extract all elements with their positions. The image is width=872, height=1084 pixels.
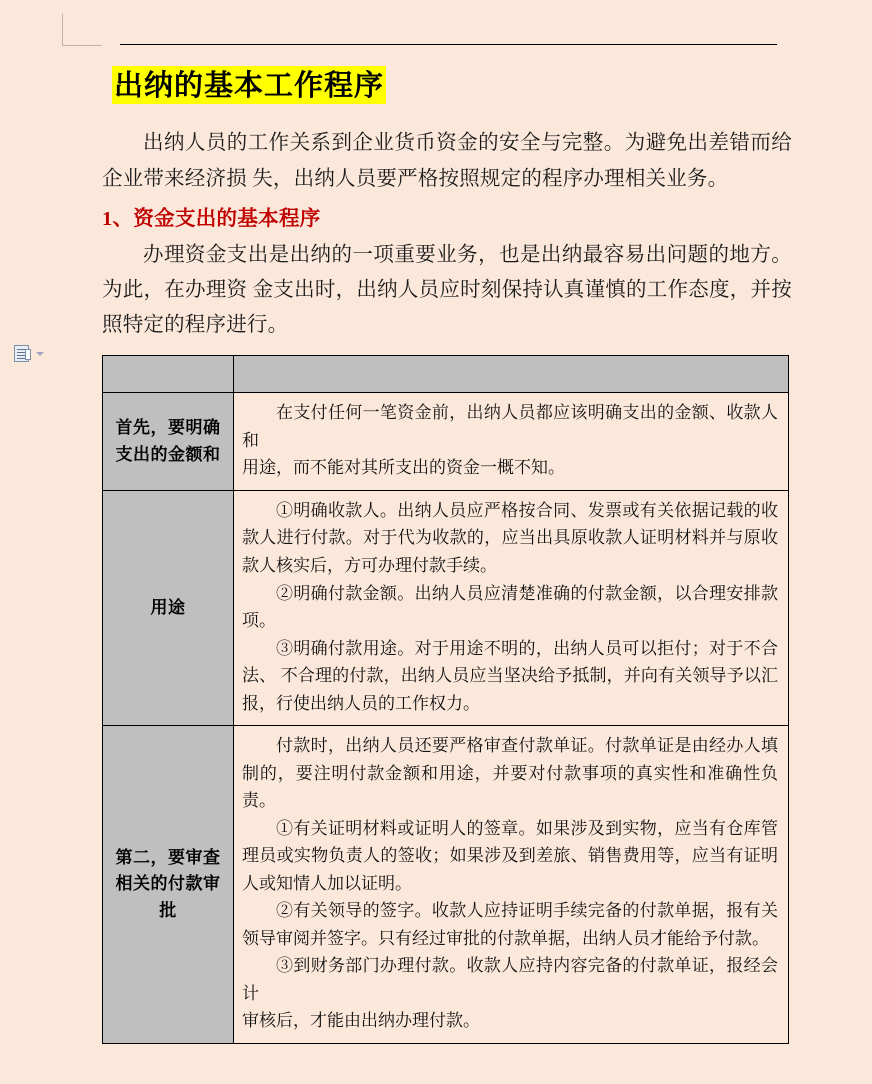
chevron-down-icon[interactable] bbox=[36, 352, 44, 356]
table-row-label: 第二，要审查相关的付款审批 bbox=[103, 726, 234, 1044]
page-title: 出纳的基本工作程序 bbox=[112, 66, 386, 104]
table-header-spacer-right bbox=[234, 356, 789, 393]
procedure-table bbox=[102, 355, 789, 1044]
table-cell-paragraph: ③明确付款用途。对于用途不明的，出纳人员可以拒付；对于不合法、 不合理的付款，出纳人员应当坚决给予抵制，并向有关领导予以汇报，行使出纳人员的工作权力。 bbox=[242, 638, 778, 713]
table-row-content bbox=[234, 726, 789, 1044]
intro-paragraph: 出纳人员的工作关系到企业货币资金的安全与完整。为避免出差错而给企业带来经济损 失，出纳人员要严格按照规定的程序办理相关业务。 bbox=[102, 132, 792, 190]
table-row-label: 首先，要明确支出的金额和 bbox=[103, 393, 234, 491]
table-row bbox=[103, 356, 789, 393]
table-cell-paragraph: 审核后，才能由出纳办理付款。 bbox=[242, 1011, 480, 1031]
paste-options-icon[interactable] bbox=[14, 345, 29, 362]
table-cell-paragraph: 在支付任何一笔资金前，出纳人员都应该明确支出的金额、收款人和 bbox=[242, 403, 778, 450]
paste-options-smart-tag[interactable] bbox=[14, 345, 44, 362]
table-cell-paragraph: ②明确付款金额。出纳人员应清楚准确的付款金额，以合理安排款项。 bbox=[242, 583, 778, 631]
table-cell-paragraph: 付款时，出纳人员还要严格审查付款单证。付款单证是由经办人填制的，要注明付款金额和用途，并要对付款事项的真实性和准确性负责。 bbox=[242, 736, 778, 811]
section-paragraph: 办理资金支出是出纳的一项重要业务，也是出纳最容易出问题的地方。为此，在办理资 金支出时，出纳人员应时刻保持认真谨慎的工作态度，并按照特定的程序进行。 bbox=[102, 243, 792, 337]
table-row bbox=[103, 393, 789, 491]
table-row bbox=[103, 490, 789, 725]
table-cell-paragraph: ①明确收款人。出纳人员应严格按合同、发票或有关依据记载的收款人进行付款。对于代为收款的，应当出具原收款人证明材料并与原收款人核实后，方可办理付款手续。 bbox=[242, 500, 778, 575]
header-rule bbox=[120, 44, 777, 45]
table-cell-paragraph: ③到财务部门办理付款。收款人应持内容完备的付款单证，报经会计 bbox=[242, 956, 778, 1003]
margin-corner-mark bbox=[62, 14, 102, 46]
table-cell-paragraph: ①有关证明材料或证明人的签章。如果涉及到实物，应当有仓库管理员或实物负责人的签收；如果涉及到差旅、销售费用等，应当有证明人或知情人加以证明。 bbox=[242, 818, 778, 893]
table-row bbox=[103, 726, 789, 1044]
table-cell-paragraph: 用途，而不能对其所支出的资金一概不知。 bbox=[242, 458, 565, 478]
document-body bbox=[102, 66, 792, 1044]
table-row-content bbox=[234, 393, 789, 491]
table-cell-paragraph: ②有关领导的签字。收款人应持证明手续完备的付款单据，报有关领导审阅并签字。只有经过审批的付款单据，出纳人员才能给予付款。 bbox=[242, 901, 778, 948]
table-header-spacer-left bbox=[103, 356, 234, 393]
table-row-content bbox=[234, 490, 789, 725]
section-heading: 1、资金支出的基本程序 bbox=[102, 207, 321, 230]
table-row-label: 用途 bbox=[103, 490, 234, 725]
